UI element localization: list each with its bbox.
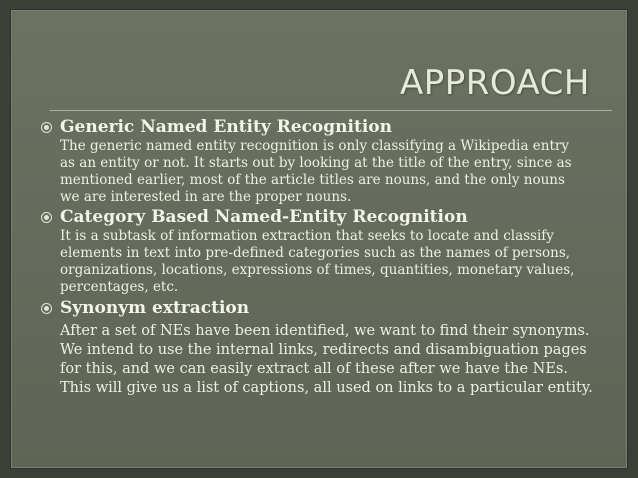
slide-title: APPROACH — [399, 63, 590, 103]
bullet-heading: Generic Named Entity Recognition — [60, 117, 392, 137]
body-line: elements in text into pre-defined categories such as the names of persons, — [60, 245, 571, 261]
bullet-heading: Category Based Named-Entity Recognition — [60, 207, 468, 227]
body-line: The generic named entity recognition is only classifying a Wikipedia entry — [60, 138, 569, 154]
body-line: for this, and we can easily extract all of these after we have the NEs. — [60, 361, 568, 377]
body-line: It is a subtask of information extraction that seeks to locate and classify — [60, 228, 554, 244]
title-divider — [50, 110, 612, 111]
slide — [11, 10, 627, 468]
body-line: This will give us a list of captions, all used on links to a particular entity. — [60, 380, 593, 396]
bullet-list — [41, 117, 601, 398]
body-line: After a set of NEs have been identified, we want to find their synonyms. — [60, 323, 590, 339]
bullet-icon — [41, 212, 52, 223]
body-line: percentages, etc. — [60, 279, 179, 295]
bullet-icon — [41, 122, 52, 133]
bullet-item-synonym-extraction — [41, 298, 601, 398]
bullet-icon — [41, 303, 52, 314]
bullet-item-category-ner — [41, 207, 601, 296]
bullet-item-generic-ner — [41, 117, 601, 206]
body-line: We intend to use the internal links, redirects and disambiguation pages — [60, 342, 587, 358]
bullet-heading: Synonym extraction — [60, 298, 250, 318]
body-line: we are interested in are the proper nouns. — [60, 189, 352, 205]
bullet-body — [60, 138, 601, 206]
bullet-body — [60, 228, 601, 296]
body-line: mentioned earlier, most of the article titles are nouns, and the only nouns — [60, 172, 565, 188]
body-line: as an entity or not. It starts out by looking at the title of the entry, since as — [60, 155, 572, 171]
bullet-body — [60, 322, 601, 398]
body-line: organizations, locations, expressions of times, quantities, monetary values, — [60, 262, 575, 278]
